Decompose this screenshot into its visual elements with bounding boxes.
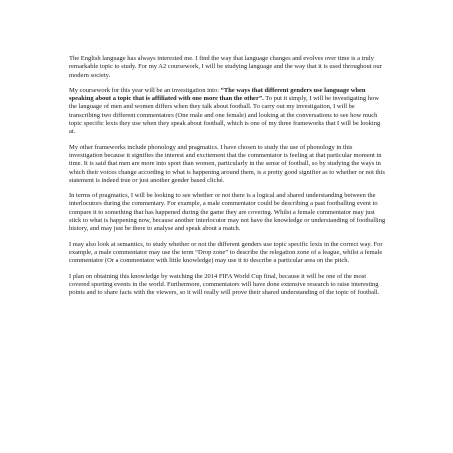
paragraph-investigation (69, 87, 387, 137)
document-body (69, 55, 387, 304)
paragraph-semantics: I may also look at semantics, to study whether or not the different genders use topic specific lexis in the correct way. For example, a male commentator may use the term “Drop zone” to describe the relegation zone of a league, whilst a female commentator (Or a commentator with little knowledge) may use it to describe a particular area on the pitch. (69, 240, 383, 265)
paragraph-investigation-lead: My coursework for this year will be an investigation into: (69, 86, 221, 94)
paragraph-pragmatics: In terms of pragmatics, I will be looking to see whether or not there is a logical and shared understanding between the interlocutors during the commentary. For example, a male commentator could be describing a past footballing event to compare it to something that has happened during the game they are covering. Whilst a female commentator may just stick to what is happening now, because another interlocutor may not have the knowledge or understanding of footballing history, and may just be there to analyse and speak about a match. (69, 192, 386, 233)
paragraph-intro: The English language has always interested me. I find the way that language changes and evolves over time is a truly remarkable topic to study. For my A2 coursework, I will be studying language and the way that it is used throughout our modern society. (69, 55, 382, 79)
paragraph-phonology: My other frameworks include phonology and pragmatics. I have chosen to study the use of phonology in this investigation because it signifies the interest and excitement that the commentator is feeling at that particular moment in time. It is said that men are more into sport than women, particularly in the sense of football, so by studying the ways in which their voices change according to what is happening around them, is a pretty good signifier as to whether or not this statement is indeed true or just another gender based cliché. (69, 143, 385, 184)
paragraph-investigation-rest: To put it simply, I will be investigating how the language of men and women differs when they talk about football. To carry out my investigation, I will be transcribing two different commentators (One male and one female) and looking at the conversations to see how much topic specific lexis they use when they speak about football, which is one of my three frameworks that I will be looking at. (69, 95, 381, 136)
investigation-title: “The ways that different genders use language when speaking about a topic that is affiliated with one more than the other”. (69, 86, 366, 103)
paragraph-plan: I plan on obtaining this knowledge by watching the 2014 FIFA World Cup final, because it will be one of the most covered sporting events in the world. Furthermore, commentators will have done extensive research to raise interesting points and to share facts with the viewers, so it will really will prove their shared understanding of the topic of football. (69, 272, 380, 297)
